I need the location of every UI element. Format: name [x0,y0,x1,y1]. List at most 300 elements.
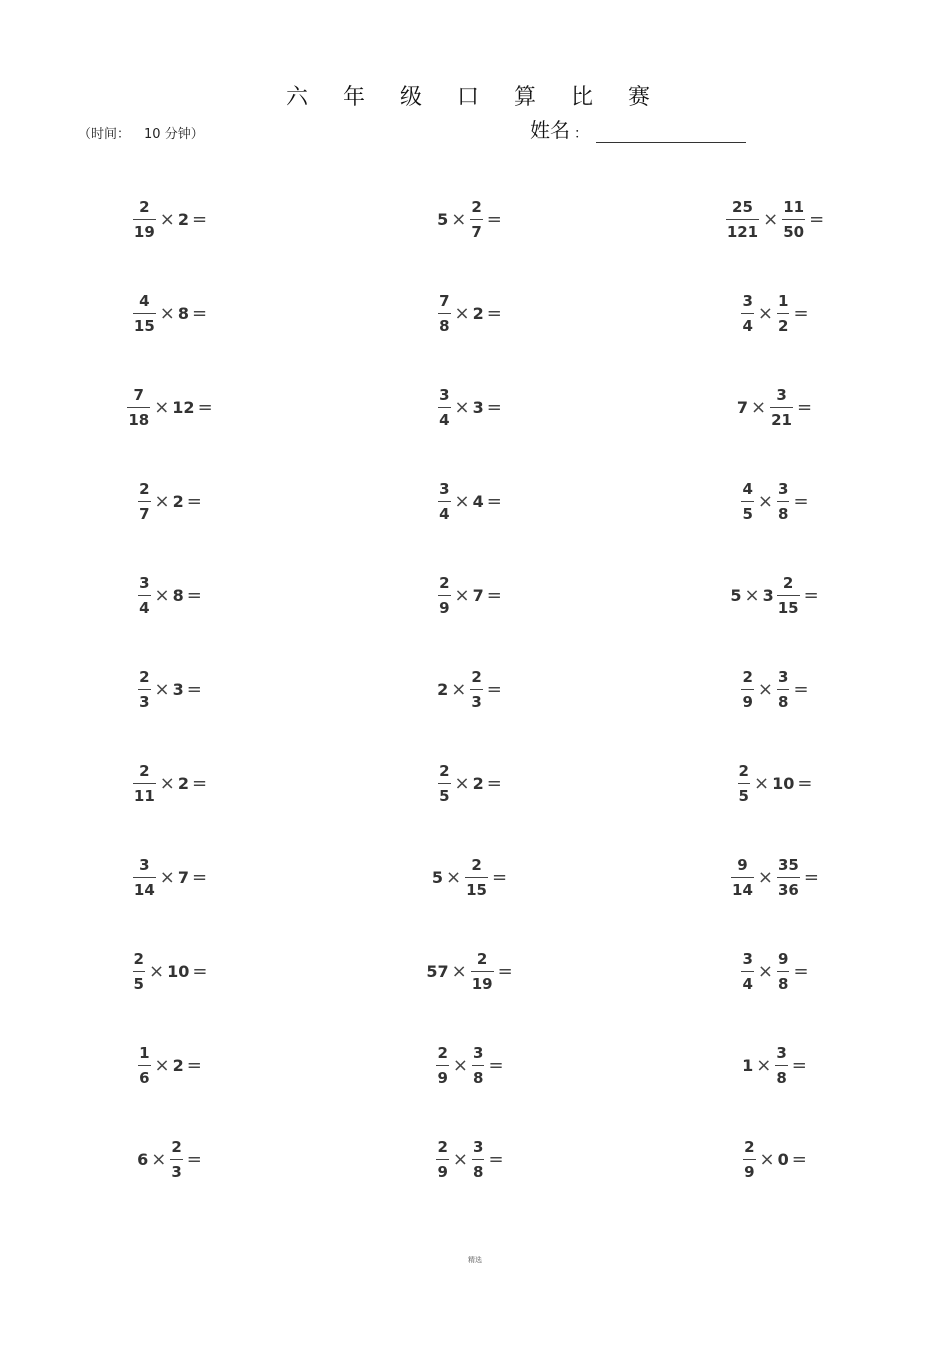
fraction-denominator: 19 [471,974,493,993]
fraction-bar [741,501,753,502]
times-sign: × [452,1148,468,1170]
fraction-numerator: 1 [778,291,789,310]
fraction-numerator: 3 [473,1137,484,1156]
number: 2 [472,773,484,793]
problem-cell [700,924,850,1018]
problem-expression [436,291,504,336]
fraction-denominator: 5 [133,974,144,993]
number: 2 [172,1055,184,1075]
equals-sign: = [186,1054,202,1076]
fraction-numerator: 2 [471,855,482,874]
fraction-bar [731,877,754,878]
fraction-numerator: 1 [139,1043,150,1062]
fraction-numerator: 3 [778,479,789,498]
equals-sign: = [192,772,208,794]
fraction-denominator: 50 [783,222,805,241]
equals-sign: = [486,208,502,230]
fraction [170,1137,182,1182]
equals-sign: = [497,960,513,982]
times-sign: × [451,208,467,230]
fraction [471,949,494,994]
number: 8 [172,585,184,605]
fraction-numerator: 2 [139,479,150,498]
problem-expression [736,385,814,430]
number: 2 [437,679,449,699]
fraction-bar [777,501,789,502]
equals-sign: = [793,490,809,512]
fraction-denominator: 3 [471,692,482,711]
fraction [472,1043,484,1088]
problem-cell [400,454,540,548]
problem-row [0,454,950,548]
fraction-numerator: 35 [778,855,799,874]
times-sign: × [154,490,170,512]
times-sign: × [159,302,175,324]
problem-cell [700,454,850,548]
problem-grid [0,172,950,1206]
fraction-bar [138,595,150,596]
problem-cell [100,360,240,454]
number: 5 [437,209,449,229]
times-sign: × [154,678,170,700]
times-sign: × [151,1148,167,1170]
fraction-denominator: 8 [473,1068,484,1087]
number: 2 [177,209,189,229]
problem-expression [425,949,514,994]
problem-row [0,266,950,360]
fraction-denominator: 9 [742,692,753,711]
fraction [777,949,789,994]
fraction-numerator: 3 [776,385,787,404]
fraction-denominator: 8 [776,1068,787,1087]
times-sign: × [451,960,467,982]
times-sign: × [751,396,767,418]
problem-expression [131,291,209,336]
fraction-numerator: 9 [778,949,789,968]
time-value: 10 分钟） [144,127,204,142]
fraction-bar [438,783,450,784]
name-label: 姓名 [530,118,570,142]
fraction [741,479,753,524]
fraction-denominator: 15 [777,598,799,617]
fraction-denominator: 9 [437,1162,448,1181]
fraction-denominator: 5 [742,504,753,523]
fraction-bar [133,877,156,878]
times-sign: × [452,1054,468,1076]
fraction-bar [170,1159,182,1160]
equals-sign: = [803,866,819,888]
problem-expression [136,1137,204,1182]
fraction-denominator: 14 [133,880,155,899]
fraction [726,197,759,242]
fraction-denominator: 19 [133,222,155,241]
fraction-bar [133,783,156,784]
problem-cell [100,266,240,360]
times-sign: × [454,490,470,512]
fraction-bar [138,501,150,502]
fraction-numerator: 2 [171,1137,182,1156]
fraction-denominator: 4 [139,598,150,617]
equals-sign: = [192,960,208,982]
equals-sign: = [192,302,208,324]
fraction-denominator: 15 [133,316,155,335]
equals-sign: = [186,1148,202,1170]
fraction-denominator: 36 [778,880,799,899]
fraction-numerator: 4 [139,291,150,310]
equals-sign: = [488,1148,504,1170]
fraction [743,1137,755,1182]
fraction-denominator: 5 [439,786,450,805]
problem-cell [100,1018,240,1112]
problem-expression [434,1043,505,1088]
fraction [438,479,450,524]
fraction [133,855,156,900]
times-sign: × [454,396,470,418]
fraction [470,667,482,712]
fraction-bar [470,689,482,690]
problem-cell [700,548,850,642]
problem-expression [741,1137,809,1182]
times-sign: × [763,208,779,230]
fraction [138,667,150,712]
problem-expression [436,573,504,618]
number: 5 [730,585,742,605]
fraction [438,761,450,806]
equals-sign: = [809,208,825,230]
fraction-bar [775,1065,787,1066]
fraction-numerator: 2 [471,667,482,686]
problem-expression [739,479,810,524]
fraction-numerator: 3 [139,855,150,874]
fraction-bar [138,689,150,690]
fraction-bar [770,407,793,408]
fraction [138,479,150,524]
fraction-numerator: 3 [742,291,753,310]
fraction-denominator: 8 [439,316,450,335]
problem-expression [131,761,209,806]
fraction-numerator: 2 [782,573,794,592]
problem-row [0,1018,950,1112]
problem-expression [741,1043,809,1088]
times-sign: × [154,396,170,418]
page-title: 六 年 级 口 算 比 赛 [286,85,664,110]
problem-cell [700,172,850,266]
equals-sign: = [186,678,202,700]
fraction-numerator: 3 [439,385,450,404]
times-sign: × [159,772,175,794]
fraction [438,573,450,618]
fraction-numerator: 2 [437,1043,448,1062]
problem-cell [400,172,540,266]
fraction [472,1137,484,1182]
equals-sign: = [803,584,819,606]
fraction-denominator: 6 [139,1068,150,1087]
fraction [738,761,750,806]
fraction-bar [726,219,759,220]
problem-expression [436,385,504,430]
equals-sign: = [791,1054,807,1076]
fraction [470,197,482,242]
fraction [777,855,800,900]
fraction-numerator: 2 [437,1137,448,1156]
fraction [741,949,753,994]
problem-cell [700,736,850,830]
problem-expression [131,855,209,900]
fraction-numerator: 2 [139,761,150,780]
problem-expression [436,197,504,242]
equals-sign: = [192,208,208,230]
equals-sign: = [488,1054,504,1076]
times-sign: × [757,302,773,324]
fraction [777,479,789,524]
problem-cell [400,736,540,830]
problem-cell [100,924,240,1018]
name-blank-line[interactable] [596,120,746,143]
fraction [465,855,488,900]
times-sign: × [159,208,175,230]
fraction [133,291,156,336]
fraction [741,667,753,712]
fraction-bar [470,219,482,220]
times-sign: × [756,1054,772,1076]
fraction-numerator: 2 [439,761,450,780]
problem-cell [100,1112,240,1206]
times-sign: × [154,584,170,606]
time-limit [78,123,204,142]
equals-sign: = [793,678,809,700]
problem-expression [729,573,820,618]
problem-cell [400,1018,540,1112]
fraction-denominator: 4 [439,410,450,429]
times-sign: × [744,584,760,606]
fraction-bar [438,501,450,502]
fraction-denominator: 14 [732,880,753,899]
problem-row [0,830,950,924]
fraction-bar [472,1065,484,1066]
fraction-bar [777,971,789,972]
problem-cell [700,830,850,924]
fraction-numerator: 3 [778,667,789,686]
problem-row [0,1112,950,1206]
fraction-numerator: 3 [473,1043,484,1062]
fraction-numerator: 2 [133,949,144,968]
fraction-bar [741,313,753,314]
fraction-bar [777,313,789,314]
times-sign: × [154,1054,170,1076]
problem-row [0,360,950,454]
problem-expression [739,667,810,712]
fraction [777,573,800,618]
fraction-bar [472,1159,484,1160]
problem-expression [739,949,810,994]
equals-sign: = [793,302,809,324]
fraction-denominator: 7 [139,504,150,523]
times-sign: × [159,866,175,888]
times-sign: × [759,1148,775,1170]
equals-sign: = [797,396,813,418]
fraction-bar [133,971,145,972]
equals-sign: = [486,584,502,606]
times-sign: × [446,866,462,888]
fraction [436,1043,448,1088]
equals-sign: = [797,772,813,794]
number: 7 [736,397,749,417]
equals-sign: = [192,866,208,888]
fraction-denominator: 4 [742,974,753,993]
problem-cell [100,736,240,830]
fraction-numerator: 2 [471,197,482,216]
problem-row [0,172,950,266]
times-sign: × [454,302,470,324]
fraction-numerator: 7 [133,385,144,404]
problem-row [0,924,950,1018]
equals-sign: = [486,772,502,794]
problem-expression [436,479,504,524]
fraction-numerator: 2 [738,761,749,780]
fraction-numerator: 2 [742,667,753,686]
number: 57 [426,961,449,981]
fraction-numerator: 7 [439,291,450,310]
times-sign: × [451,678,467,700]
problem-cell [400,360,540,454]
fraction-numerator: 9 [737,855,748,874]
number: 7 [472,585,484,605]
fraction-bar [438,595,450,596]
fraction-denominator: 4 [742,316,753,335]
fraction-denominator: 5 [738,786,749,805]
equals-sign: = [486,490,502,512]
fraction-denominator: 7 [471,222,482,241]
times-sign: × [757,490,773,512]
fraction [777,291,789,336]
fraction [775,1043,787,1088]
fraction-numerator: 25 [732,197,753,216]
fraction-bar [738,783,750,784]
fraction-bar [133,313,156,314]
problem-cell [700,360,850,454]
problem-expression [125,385,214,430]
fraction [777,667,789,712]
fraction-bar [438,313,450,314]
fraction-denominator: 18 [128,410,150,429]
fraction-bar [436,1065,448,1066]
times-sign: × [757,866,773,888]
number: 2 [177,773,189,793]
fraction [770,385,793,430]
fraction-numerator: 4 [742,479,753,498]
fraction [438,385,450,430]
problem-expression [739,291,810,336]
problem-cell [100,172,240,266]
equals-sign: = [486,396,502,418]
fraction-denominator: 4 [439,504,450,523]
problem-expression [724,197,826,242]
number: 3 [172,679,184,699]
number: 10 [772,773,795,793]
fraction-denominator: 121 [726,222,759,241]
fraction-numerator: 11 [783,197,805,216]
problem-cell [400,1112,540,1206]
problem-expression [136,667,204,712]
fraction-numerator: 3 [742,949,753,968]
fraction-numerator: 2 [476,949,488,968]
problem-cell [100,830,240,924]
fraction [741,291,753,336]
problem-cell [400,830,540,924]
fraction-denominator: 8 [778,504,789,523]
equals-sign: = [492,866,508,888]
fraction-numerator: 2 [744,1137,755,1156]
fraction-bar [782,219,805,220]
problem-cell [700,1112,850,1206]
problem-cell [700,642,850,736]
fraction-numerator: 3 [139,573,150,592]
number: 2 [472,303,484,323]
fraction-denominator: 9 [437,1068,448,1087]
fraction-numerator: 2 [439,573,450,592]
problem-cell [100,642,240,736]
number: 12 [172,397,195,417]
fraction-bar [438,407,450,408]
equals-sign: = [793,960,809,982]
problem-expression [136,573,204,618]
problem-cell [400,642,540,736]
fraction [133,761,156,806]
number: 3 [472,397,484,417]
name-colon: ： [574,126,588,142]
problem-row [0,642,950,736]
problem-cell [100,548,240,642]
problem-row [0,736,950,830]
problem-expression [434,1137,505,1182]
fraction-denominator: 8 [473,1162,484,1181]
fraction [133,197,156,242]
fraction-numerator: 2 [139,197,150,216]
number: 7 [177,867,189,887]
times-sign: × [148,960,165,982]
fraction-denominator: 21 [771,410,792,429]
times-sign: × [757,960,773,982]
problem-expression [436,667,504,712]
number: 1 [742,1055,754,1075]
equals-sign: = [486,302,502,324]
footer-label: 精选 [468,1256,482,1264]
problem-expression [729,855,821,900]
fraction [438,291,450,336]
problem-expression [736,761,815,806]
fraction-bar [777,595,800,596]
equals-sign: = [486,678,502,700]
fraction-bar [127,407,150,408]
fraction [138,1043,150,1088]
problem-expression [136,479,204,524]
fraction-denominator: 3 [171,1162,182,1181]
fraction-numerator: 3 [439,479,450,498]
fraction [436,1137,448,1182]
number: 10 [167,961,190,981]
fraction [731,855,754,900]
fraction-bar [743,1159,755,1160]
equals-sign: = [186,490,202,512]
number: 0 [777,1149,789,1169]
number: 3 [762,585,774,605]
time-label: （时间： [78,127,131,142]
fraction-bar [741,971,753,972]
problem-cell [400,924,540,1018]
fraction [138,573,150,618]
problem-cell [400,266,540,360]
fraction-denominator: 8 [778,974,789,993]
